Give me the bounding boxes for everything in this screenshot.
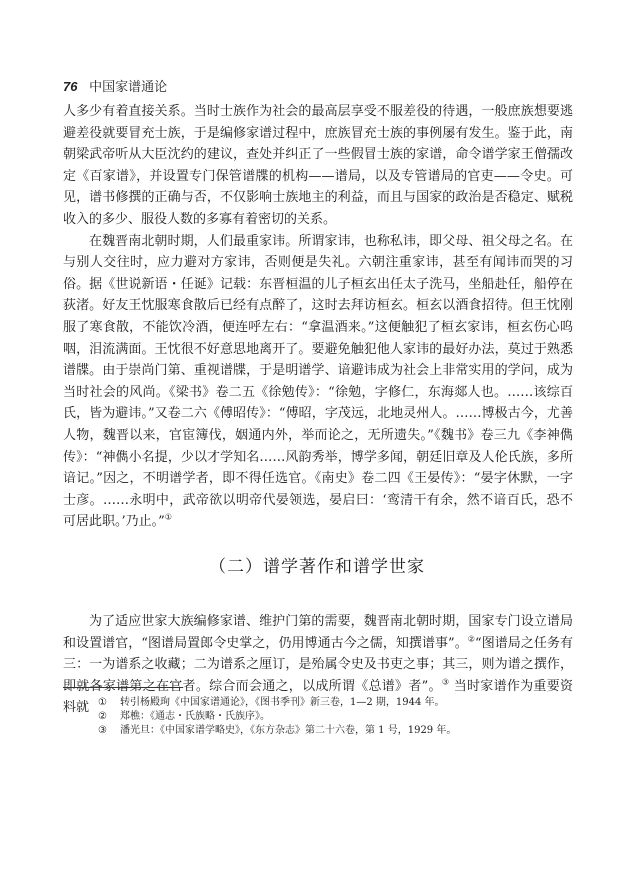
section-title: （二）谱学著作和谱学世家: [209, 557, 425, 577]
footnote-ref-3: ③: [441, 677, 450, 687]
book-title: 中国家谱通论: [89, 79, 168, 94]
paragraph-continued: 人多少有着直接关系。当时士族作为社会的最高层享受不服差役的待遇，一般庶族想要逃避差役就要冒充士族，于是编修家谱过程中，庶族冒充士族的事例屡有发生。鉴于此，南朝梁武帝听从大臣沈约的建议，查处并纠正了一些假冒士族的家谱，命令谱学家王僧孺改定《百家谱》，并设置专门保管谱牒的机构——谱局，以及专管谱局的官吏——令史。可见，谱书修撰的正确与否，不仅影响士族地主的利益，而且与国家的政治是否稳定、赋税收入的多少、服役人数的多寡有着密切的关系。: [63, 104, 573, 227]
footnote-text: 转引杨殿珣《中国家谱通论》，《图书季刊》新三卷，1—2 期，1944 年。: [120, 697, 445, 708]
main-text-block: [63, 101, 573, 533]
footnote-text: 郑樵：《通志・氏族略・氏族序》。: [120, 711, 270, 722]
paragraph-genealogy-bureau-text-b: “图谱局之任务有三：一为谱系之收藏；二为谱系之厘订，是殆属令史及书吏之事；其三，则为谱之撰作，即就各家谱第之在官者。综合而会通之，以成所谓《总谱》者”。: [63, 635, 573, 694]
footnote-1: [98, 696, 568, 710]
paragraph-genealogy-bureau-text-c: 当时家谱作为重要资料就: [63, 678, 573, 716]
footnote-divider: [63, 687, 183, 688]
paragraph-family-taboo: [63, 231, 573, 533]
footnote-ref-2: ②: [467, 634, 476, 644]
running-header: [63, 76, 167, 95]
footnote-mark: ①: [98, 697, 107, 708]
paragraph-family-taboo-text: 在魏晋南北朝时期，人们最重家讳。所谓家讳，也称私讳，即父母、祖父母之名。在与别人交往时，应力避对方家讳，否则便是失礼。六朝注重家讳，甚至有闻讳而哭的习俗。据《世说新语・任诞》记载：东晋桓温的儿子桓玄出任太子洗马，坐船赴任，船停在荻渚。好友王忱服寒食散后已经有点醉了，这时去拜访桓玄。桓玄以酒食招待。但王忱刚服了寒食散，不能饮冷酒，便连呼左右：“拿温酒来。”这便触犯了桓玄家讳，桓玄伤心呜咽，泪流满面。王忱很不好意思地离开了。要避免触犯他人家讳的最好办法，莫过于熟悉谱牒。由于崇尚门第、重视谱牒，于是明谱学、谙避讳成为社会上非常实用的学问，成为当时社会的风尚。《梁书》卷二五《徐勉传》：“徐勉，字修仁，东海郯人也。……该综百氏，皆为避讳。”又卷二六《傅昭传》：“傅昭，字茂远，北地灵州人。……博极古今，尤善人物，魏晋以来，官宦簿伐，姻通内外，举而论之，无所遗失。”《魏书》卷三九《李神儁传》：“神儁小名提，少以才学知名……风韵秀举，博学多闻，朝廷旧章及人伦氏族，多所谙记。”因之，不明谱学者，即不得任选官。《南史》卷二四《王晏传》：“晏字休默，一字士彦。……永明中，武帝欲以明帝代晏领选，晏启曰：‘鸾清干有余，然不谙百氏，恐不可居此职。’乃止。”: [63, 233, 573, 530]
footnote-text: 潘光旦：《中国家谱学略史》，《东方杂志》第二十六卷，第 1 号，1929 年。: [120, 725, 457, 736]
footnote-3: [98, 724, 568, 738]
paragraph-genealogy-bureau-text-a: 为了适应世家大族编修家谱、维护门第的需要，魏晋南北朝时期，国家专门设立谱局和设置谱官，“图谱局置郎令史掌之，仍用博通古今之儒，知撰谱事”。: [63, 614, 573, 651]
footnote-mark: ③: [98, 725, 107, 736]
footnote-2: [98, 710, 568, 724]
footnote-mark: ②: [98, 711, 107, 722]
page-number: 76: [63, 79, 78, 94]
footnote-ref-1: ①: [164, 512, 172, 522]
footnotes: [98, 696, 568, 738]
